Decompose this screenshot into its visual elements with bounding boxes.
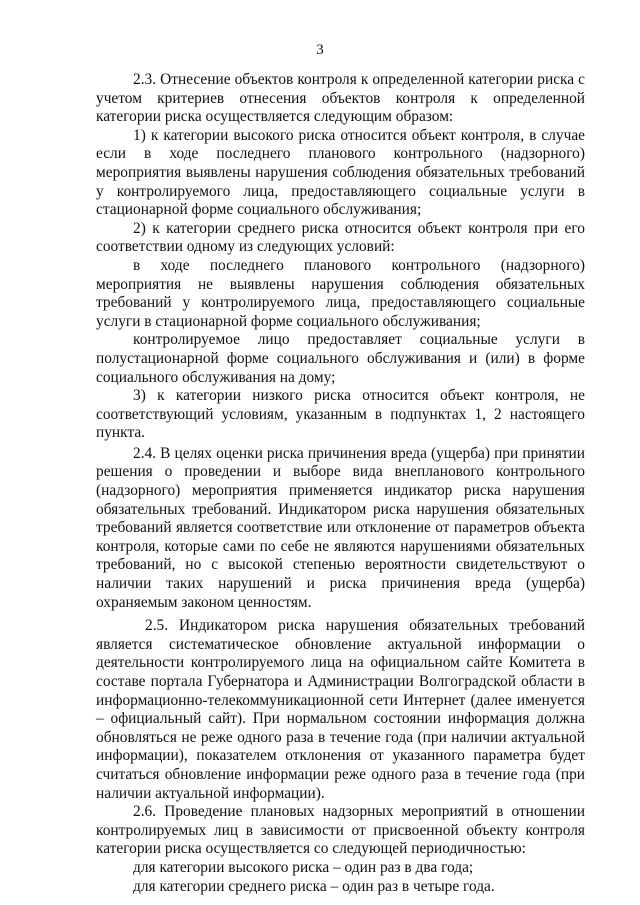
- paragraph-condition-2: контролируемое лицо предоставляет социальные услуги в полустационарной форме социального обслуживания и (или) в форме социального обслуживания на дому;: [96, 331, 585, 386]
- paragraph-condition-1: в ходе последнего планового контрольного (надзорного) мероприятия не выявлены нарушения соблюдения обязательных требований у контролируемого лица, предоставляющего социальные услуги в стационарной форме социального обслуживания;: [96, 256, 585, 330]
- paragraph-2-3-item-3: 3) к категории низкого риска относится объект контроля, не соответствующий условиям, указанным в подпунктах 1, 2 настоящего пункта.: [96, 387, 585, 442]
- page-number: 3: [316, 42, 324, 58]
- periodicity-high-risk: для категории высокого риска – один раз в два года;: [133, 858, 474, 876]
- paragraph-2-5: 2.5. Индикатором риска нарушения обязательных требований является систематическое обновление актуальной информации о деятельности контролируемого лица на официальном сайте Комитета в составе портала Губернатора и Администрации Волгоградской области в информационно-телекоммуникационной сети Интернет (далее именуется – официальный сайт). При нормальном состоянии информация должна обновляться не реже одного раза в течение года (при наличии актуальной информации), показателем отклонения от указанного параметра будет считаться обновление информации реже одного раза в течение года (при наличии актуальной информации).: [96, 617, 585, 802]
- paragraph-2-3: 2.3. Отнесение объектов контроля к определенной категории риска с учетом критериев отнесения объектов контроля к определенной категории риска осуществляется следующим образом:: [96, 71, 585, 126]
- paragraph-2-3-item-1: 1) к категории высокого риска относится объект контроля, в случае если в ходе последнего планового контрольного (надзорного) мероприятия выявлены нарушения соблюдения обязательных требований у контролируемого лица, предоставляющего социальные услуги в стационарной форме социального обслуживания;: [96, 126, 585, 219]
- paragraph-2-6: 2.6. Проведение плановых надзорных мероприятий в отношении контролируемых лиц в зависимости от присвоенной объекту контроля категории риска осуществляется со следующей периодичностью:: [96, 803, 585, 858]
- paragraph-2-4: 2.4. В целях оценки риска причинения вреда (ущерба) при принятии решения о проведении и выборе вида внепланового контрольного (надзорного) мероприятия применяется индикатор риска нарушения обязательных требований. Индикатором риска нарушения обязательных требований является соответствие или отклонение от параметров объекта контроля, которые сами по себе не являются нарушениями обязательных требований, но с высокой степенью вероятности свидетельствуют о наличии таких нарушений и риска причинения вреда (ущерба) охраняемым законом ценностям.: [96, 444, 585, 611]
- periodicity-medium-risk: для категории среднего риска – один раз в четыре года.: [133, 877, 495, 895]
- paragraph-2-3-item-2: 2) к категории среднего риска относится объект контроля при его соответствии одному из следующих условий:: [96, 219, 585, 256]
- document-body: [96, 71, 585, 896]
